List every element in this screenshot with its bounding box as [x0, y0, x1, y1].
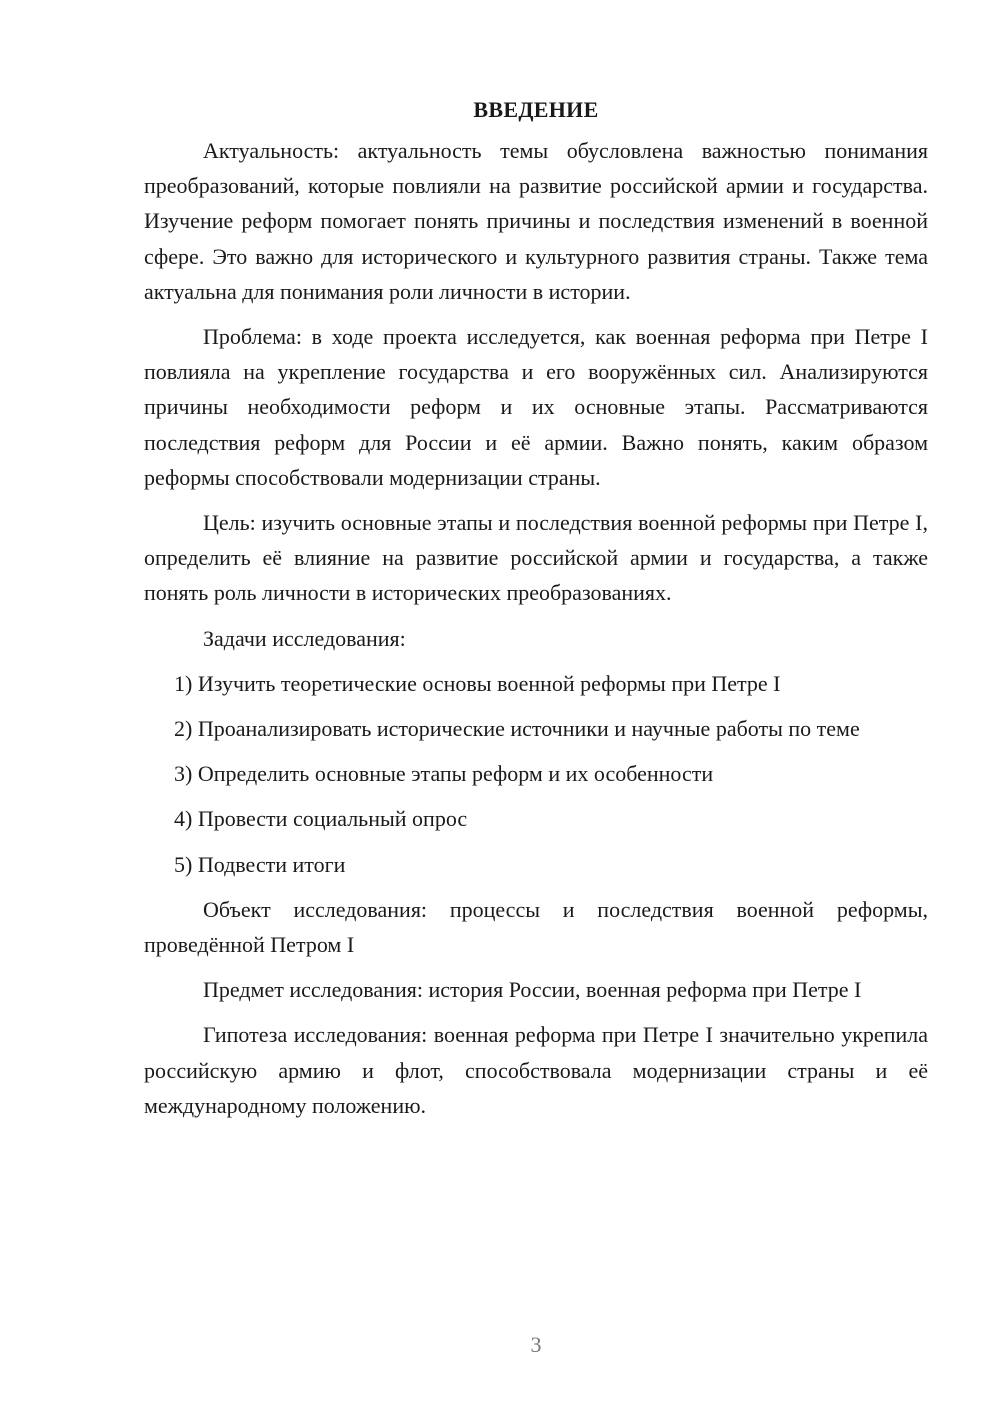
paragraph-relevance: Актуальность: актуальность темы обусловлена важностью понимания преобразований, которые повлияли на развитие российской армии и государства. Изучение реформ помогает понять причины и последствия изменений в военной сфере. Это важно для исторического и культурного развития страны. Также тема актуальна для понимания роли личности в истории.: [144, 138, 928, 304]
list-item: 2) Проанализировать исторические источники и научные работы по теме: [174, 716, 860, 742]
list-item: 5) Подвести итоги: [174, 851, 346, 877]
paragraph-problem: Проблема: в ходе проекта исследуется, как военная реформа при Петре I повлияла на укрепление государства и его вооружённых сил. Анализируются причины необходимости реформ и их основные этапы. Рассматриваются последствия реформ для России и её армии. Важно понять, каким образом реформы способствовали модернизации страны.: [144, 324, 928, 490]
paragraph-object: Объект исследования: процессы и последствия военной реформы, проведённой Петром I: [144, 896, 928, 958]
paragraph-subject: Предмет исследования: история России, военная реформа при Петре I: [203, 977, 862, 1003]
page-number: 3: [530, 1332, 542, 1357]
list-item: 3) Определить основные этапы реформ и их особенности: [174, 761, 714, 787]
tasks-list: [144, 666, 928, 882]
paragraph-goal: Цель: изучить основные этапы и последствия военной реформы при Петре I, определить её влияние на развитие российской армии и государства, а также понять роль личности в исторических преобразованиях.: [144, 510, 928, 606]
paragraph-tasks-heading: Задачи исследования:: [203, 625, 406, 651]
list-item: 4) Провести социальный опрос: [174, 806, 468, 832]
list-item: 1) Изучить теоретические основы военной реформы при Петре I: [174, 670, 781, 696]
document-page: [144, 92, 928, 1133]
paragraph-hypothesis: Гипотеза исследования: военная реформа при Петре I значительно укрепила российскую армию и флот, способствовала модернизации страны и её международному положению.: [144, 1022, 928, 1118]
page-title: ВВЕДЕНИЕ: [473, 97, 599, 122]
